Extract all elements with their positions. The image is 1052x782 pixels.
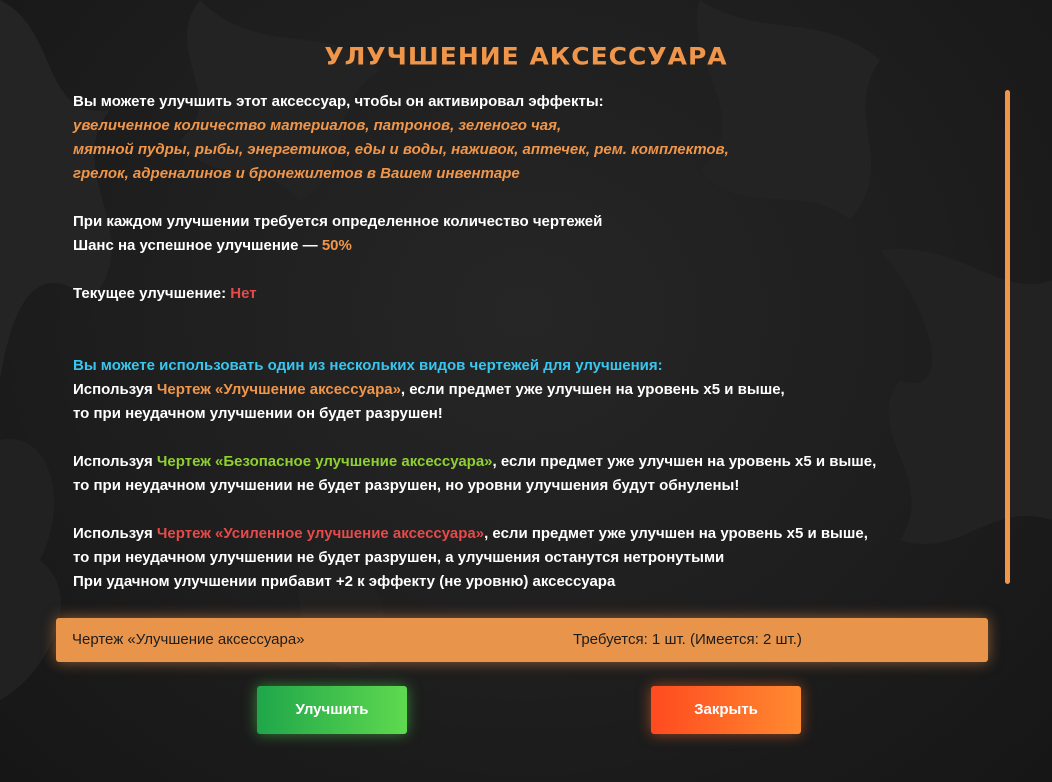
dialog-description: [73, 90, 973, 594]
current-upgrade-value: Нет: [230, 285, 257, 302]
blueprint-prefix: Используя: [73, 453, 157, 470]
selected-blueprint-name: Чертеж «Улучшение аксессуара»: [72, 631, 305, 648]
blueprint-suffix: , если предмет уже улучшен на уровень х5 и выше,: [400, 381, 785, 398]
blueprint-enhanced-line-3: При удачном улучшении прибавит +2 к эффекту (не уровню) аксессуара: [73, 573, 616, 590]
chance-line: [73, 234, 973, 258]
blueprint-standard-name: Чертеж «Улучшение аксессуара»: [156, 381, 401, 398]
description-scrollbar[interactable]: [1005, 90, 1010, 584]
blueprint-enhanced-line-2: то при неудачном улучшении не будет разрушен, а улучшения останутся нетронутыми: [73, 549, 725, 566]
current-upgrade-line: [73, 282, 973, 306]
blueprint-enhanced-line-1: [73, 522, 973, 546]
effects-line-1: увеличенное количество материалов, патронов, зеленого чая,: [73, 117, 562, 134]
close-button[interactable]: Закрыть: [651, 686, 801, 734]
blueprint-standard-line-2: то при неудачном улучшении он будет разрушен!: [73, 405, 443, 422]
blueprint-prefix: Используя: [73, 381, 157, 398]
blueprint-safe-name: Чертеж «Безопасное улучшение аксессуара»: [156, 453, 493, 470]
chance-value: 50%: [321, 237, 352, 254]
chance-label: Шанс на успешное улучшение —: [73, 237, 322, 254]
blueprints-heading: Вы можете использовать один из нескольких видов чертежей для улучшения:: [73, 357, 663, 374]
selected-blueprint-count: Требуется: 1 шт. (Имеется: 2 шт.): [573, 631, 802, 648]
upgrade-button[interactable]: Улучшить: [257, 686, 407, 734]
effects-line-3: грелок, адреналинов и бронежилетов в Вашем инвентаре: [73, 165, 520, 182]
current-upgrade-label: Текущее улучшение:: [73, 285, 231, 302]
selected-blueprint-row[interactable]: [56, 618, 988, 662]
blueprint-safe-line-1: [73, 450, 973, 474]
requirement-text: При каждом улучшении требуется определенное количество чертежей: [73, 213, 603, 230]
blueprint-standard-line-1: [73, 378, 973, 402]
blueprint-safe-line-2: то при неудачном улучшении не будет разрушен, но уровни улучшения будут обнулены!: [73, 477, 740, 494]
blueprint-prefix: Используя: [73, 525, 157, 542]
dialog-title: УЛУЧШЕНИЕ АКСЕССУАРА: [324, 42, 728, 71]
blueprint-suffix: , если предмет уже улучшен на уровень х5 и выше,: [492, 453, 877, 470]
blueprint-suffix: , если предмет уже улучшен на уровень х5 и выше,: [484, 525, 868, 542]
blueprint-enhanced-name: Чертеж «Усиленное улучшение аксессуара»: [156, 525, 485, 542]
effects-line-2: мятной пудры, рыбы, энергетиков, еды и воды, наживок, аптечек, рем. комплектов,: [73, 141, 729, 158]
intro-text: Вы можете улучшить этот аксессуар, чтобы он активировал эффекты:: [73, 93, 604, 110]
